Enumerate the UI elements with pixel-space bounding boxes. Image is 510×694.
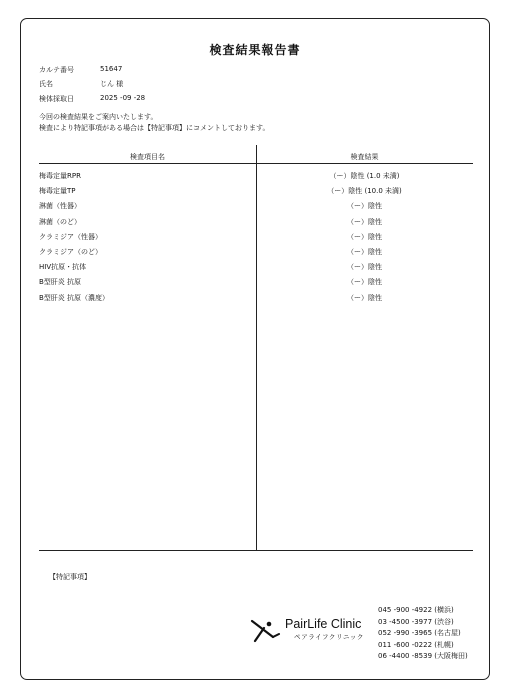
table-row [39,171,473,186]
test-item-name: B型肝炎 抗原 [39,278,82,287]
patient-name-value: じん 様 [100,80,124,88]
test-result: （ー）陰性 [347,217,382,226]
clinic-phone-list [378,605,468,663]
test-result: （ー）陰性 [347,278,382,287]
intro-line-2: 検査により特記事項がある場合は【特記事項】にコメントしております。 [39,123,270,132]
clinic-name-kana: ペアライフクリニック [294,633,365,641]
patient-name-row [39,79,123,89]
table-bottom-rule [39,550,473,551]
collection-date-value: 2025 -09 -28 [100,94,146,102]
table-row [39,293,473,308]
table-row [39,247,473,262]
chart-number-row [39,65,122,75]
test-result: （ー）陰性 [347,293,382,302]
table-row [39,232,473,247]
clinic-logo [249,615,377,647]
test-item-name: 淋菌（性器） [39,202,81,211]
test-item-name: 淋菌（のど） [39,217,81,226]
test-item-name: 梅毒定量TP [39,187,76,196]
phone-sapporo: 011 -600 -0222 (札幌) [378,640,454,649]
table-row [39,277,473,292]
special-notes-label: 【特記事項】 [49,573,91,581]
test-item-name: クラミジア（性器） [39,232,102,241]
test-result: （ー）陰性 [347,247,382,256]
chart-number-value: 51647 [100,65,123,73]
chart-number-label: カルテ番号 [39,66,74,74]
clinic-name: PairLife Clinic [285,617,362,631]
test-item-name: HIV抗原・抗体 [39,263,87,272]
test-item-name: クラミジア（のど） [39,247,102,256]
intro-line-1: 今回の検査結果をご案内いたします。 [39,113,158,121]
phone-yokohama: 045 -900 -4922 (横浜) [378,606,454,614]
test-result: （ー）陰性 [347,232,382,241]
phone-nagoya: 052 -990 -3965 (名古屋) [378,629,461,638]
phone-osaka-umeda: 06 -4400 -8539 (大阪梅田) [378,652,468,661]
pairlife-logo-icon [249,615,283,645]
results-table-body [39,171,473,308]
table-row [39,201,473,216]
collection-date-label: 検体採取日 [39,95,74,103]
patient-name-label: 氏名 [39,80,53,88]
column-header-item: 検査項目名 [130,153,165,161]
test-result: （ー）陰性 [347,202,382,211]
collection-date-row [39,94,145,104]
test-item-name: B型肝炎 抗原（濃度） [39,293,110,302]
report-sheet [20,18,490,680]
intro-text [39,112,269,133]
table-row [39,186,473,201]
document-title: 検査結果報告書 [209,43,301,57]
phone-shibuya: 03 -4500 -3977 (渋谷) [378,617,454,626]
test-item-name: 梅毒定量RPR [39,172,81,180]
column-header-result: 検査結果 [350,153,379,161]
test-result: （ー）陰性 (1.0 未満) [329,172,400,180]
test-result: （ー）陰性 (10.0 未満) [327,187,402,196]
test-result: （ー）陰性 [347,263,382,272]
table-row [39,262,473,277]
table-row [39,217,473,232]
